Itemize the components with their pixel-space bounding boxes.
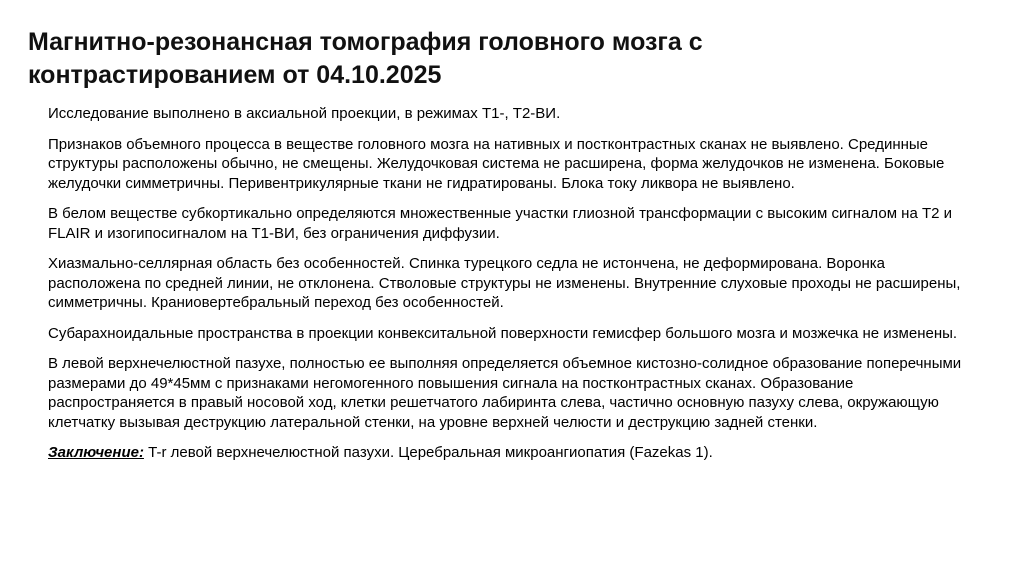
page-title: Магнитно-резонансная томография головного мозга с контрастированием от 04.10.2025 <box>28 28 703 89</box>
conclusion-label: Заключение: <box>48 444 144 461</box>
paragraph-maxillary-sinus: В левой верхнечелюстной пазухе, полностью ее выполняя определяется объемное кистозно-солидное образование поперечными размерами до 49*45мм с признаками негомогенного повышения сигнала на постконтрастных сканах. Образование распространяется в правый носовой ход, клетки решетчатого лабиринта слева, частично основную пазуху слева, окружающую клетчатку вызывая деструкцию латеральной стенки, на уровне верхней челюсти и деструкцию задней стенки. <box>48 355 962 431</box>
paragraph-subarachnoid: Субарахноидальные пространства в проекции конвекситальной поверхности гемисфер большого мозга и мозжечка не изменены. <box>48 324 958 342</box>
paragraph-projection: Исследование выполнено в аксиальной проекции, в режимах Т1-, Т2-ВИ. <box>48 105 561 122</box>
paragraph-brain-substance: Признаков объемного процесса в веществе головного мозга на нативных и постконтрастных сканах не выявлено. Срединные структуры расположены обычно, не смещены. Желудочковая система не расширена, форма желудочков не изменена. Боковые желудочки симметричны. Перивентрикулярные ткани не гидратированы. Блока току ликвора не выявлено. <box>48 135 945 192</box>
conclusion <box>48 443 978 463</box>
paragraph-chiasmal-sellar: Хиазмально-селлярная область без особенностей. Спинка турецкого седла не истончена, не деформирована. Воронка расположена по средней линии, не отклонена. Стволовые структуры не изменены. Внутренние слуховые проходы не расширены, симметричны. Краниовертебральный переход без особенностей. <box>48 255 961 311</box>
report-body <box>48 104 978 474</box>
paragraph-white-matter: В белом веществе субкортикально определяются множественные участки глиозной трансформации с высоким сигналом на Т2 и FLAIR и изогипосигналом на Т1-ВИ, без ограничения диффузии. <box>48 205 953 242</box>
conclusion-text: T-r левой верхнечелюстной пазухи. Церебральная микроангиопатия (Fazekas 1). <box>143 444 713 461</box>
